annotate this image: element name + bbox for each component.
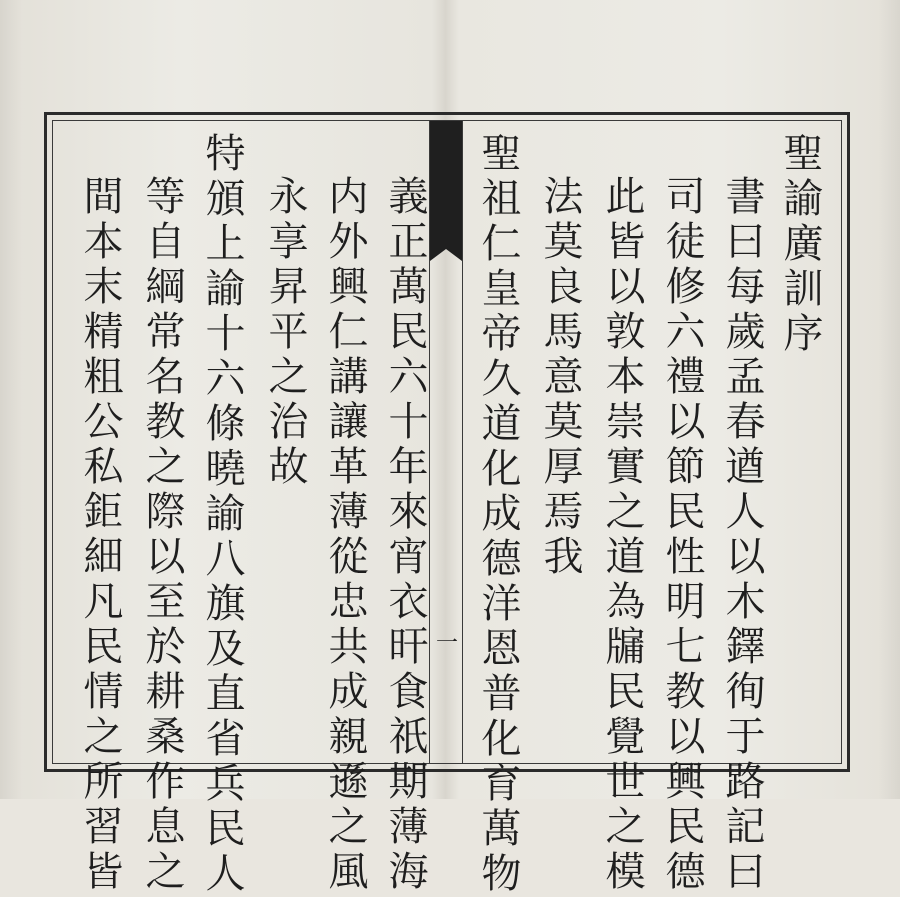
text-column: 司徒修六禮以節民性明七教以興民德: [659, 175, 705, 895]
text-column: 内外興仁講讓革薄從忠共成親遜之風: [322, 175, 368, 895]
text-column: 特頒上諭十六條曉諭八旗及直省兵民人: [199, 132, 245, 897]
fish-tail-black-block: [430, 121, 462, 241]
text-column: 等自綱常名教之際以至於耕桑作息之: [139, 175, 185, 895]
left-page-edge: [0, 0, 22, 799]
fish-tail-chevron-icon: [430, 241, 462, 261]
preface-title: 聖諭廣訓序: [777, 132, 823, 357]
leaf-number: 一: [436, 631, 459, 656]
text-column: 間本末精粗公私鉅細凡民情之所習皆: [77, 175, 123, 895]
text-column: 義正萬民六十年來宵衣旰食祇期薄海: [382, 175, 428, 895]
right-page-edge: [878, 0, 900, 799]
text-column: 書曰每歲孟春遒人以木鐸徇于路記曰: [719, 175, 765, 895]
text-column: 永享昇平之治故: [262, 175, 308, 490]
text-column: 聖祖仁皇帝久道化成德洋恩普化育萬物: [475, 132, 521, 897]
text-column: 法莫良馬意莫厚焉我: [537, 175, 583, 580]
text-column: 此皆以敦本崇實之道為牖民覺世之模: [599, 175, 645, 895]
